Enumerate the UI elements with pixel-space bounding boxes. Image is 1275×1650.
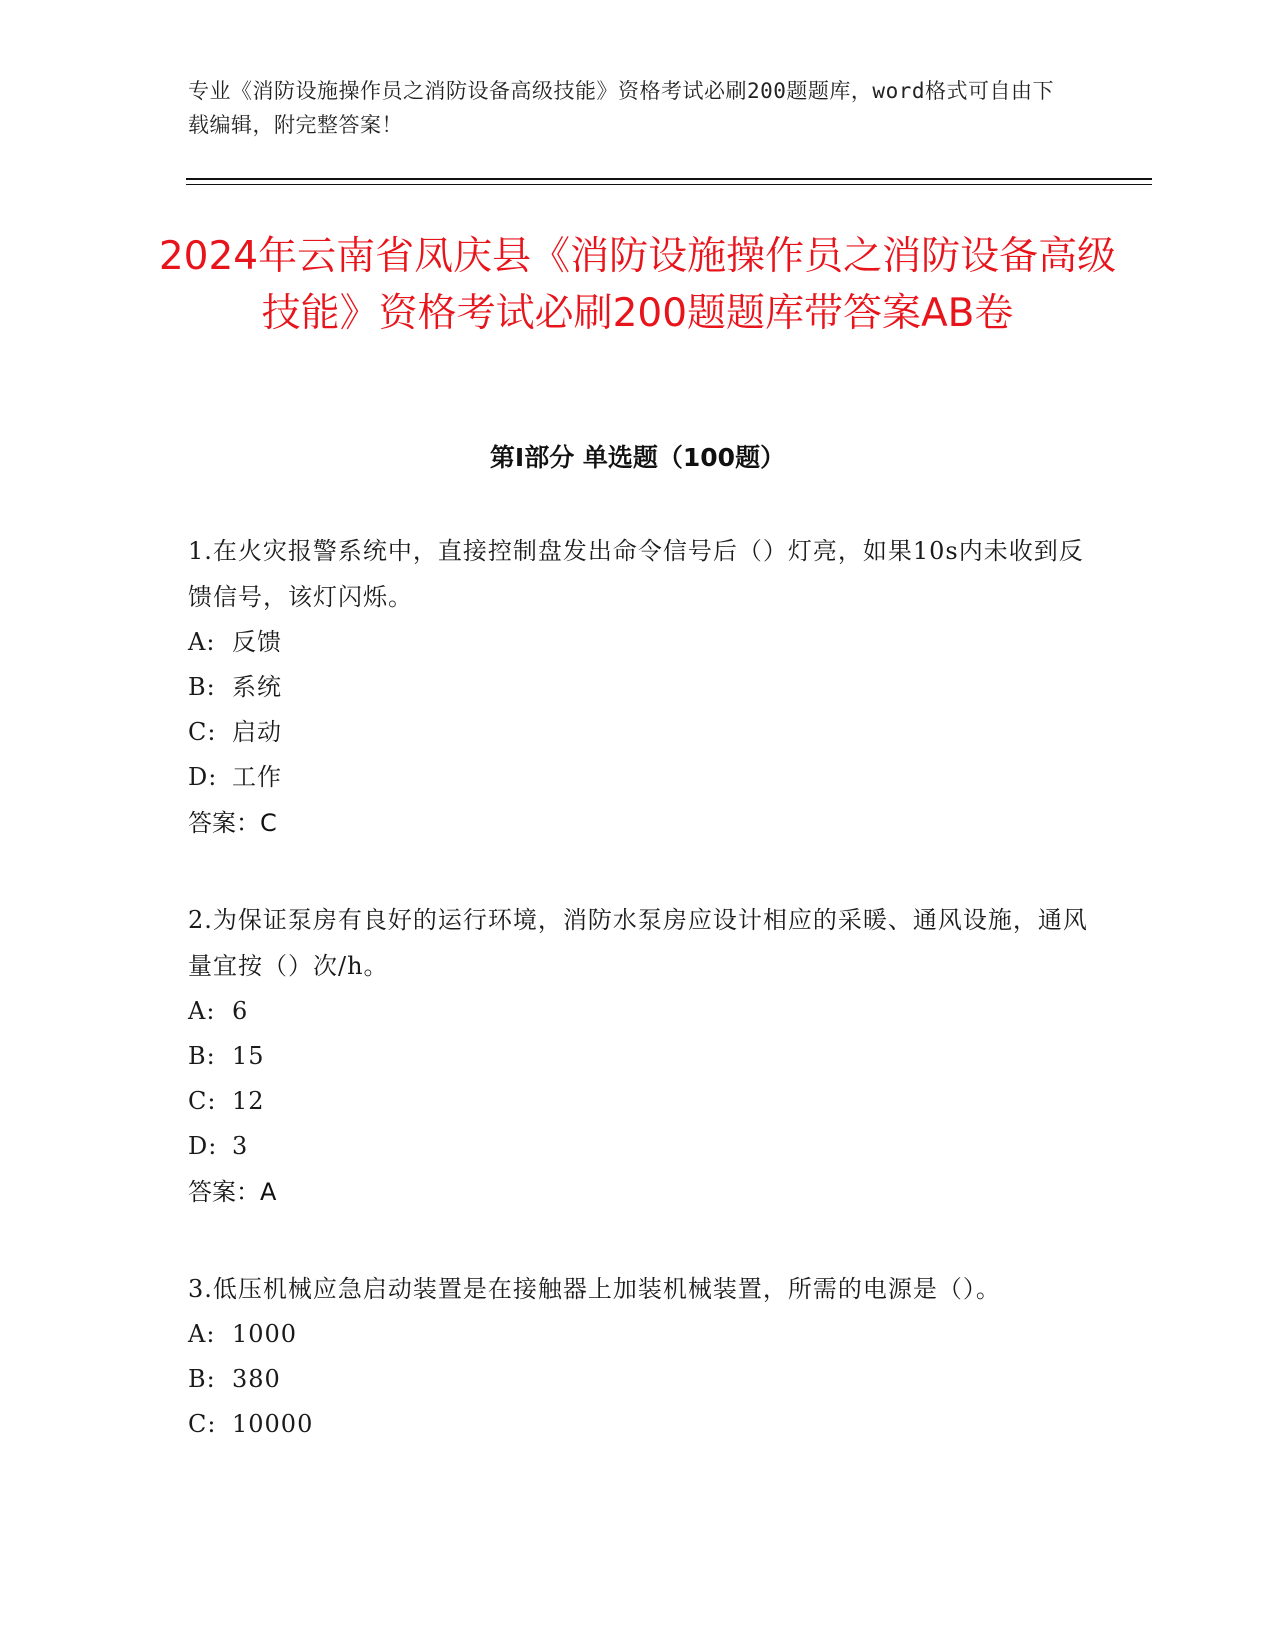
header-divider-thick xyxy=(186,178,1152,180)
option-letter: D: xyxy=(188,763,218,791)
section-title: 第I部分 单选题（100题） xyxy=(489,443,786,472)
question-stem: 1.在火灾报警系统中，直接控制盘发出命令信号后（）灯亮，如果10s内未收到反馈信号，该灯闪烁。 xyxy=(188,537,1084,611)
option-text: 6 xyxy=(232,997,249,1025)
option-list xyxy=(188,989,1088,1169)
option-letter: D: xyxy=(188,1132,218,1160)
option-text: 工作 xyxy=(232,763,282,791)
header-divider-thin xyxy=(186,184,1152,185)
option-letter: B: xyxy=(188,1042,216,1070)
option-text: 380 xyxy=(232,1365,281,1393)
option-letter: A: xyxy=(188,628,216,656)
option-b xyxy=(188,1357,1088,1402)
option-a xyxy=(188,1312,1088,1357)
option-d xyxy=(188,1124,1088,1169)
option-list xyxy=(188,1312,1088,1447)
option-letter: B: xyxy=(188,673,216,701)
option-text: 系统 xyxy=(232,673,282,701)
question-list xyxy=(188,528,1088,1498)
option-c xyxy=(188,710,1088,755)
option-c xyxy=(188,1402,1088,1447)
question-1 xyxy=(188,528,1088,846)
option-b xyxy=(188,1034,1088,1079)
document-title: 2024年云南省凤庆县《消防设施操作员之消防设备高级技能》资格考试必刷200题题库带答案AB卷 xyxy=(158,234,1117,336)
option-b xyxy=(188,665,1088,710)
question-stem: 2.为保证泵房有良好的运行环境，消防水泵房应设计相应的采暖、通风设施，通风量宜按（）次/h。 xyxy=(188,906,1088,980)
option-d xyxy=(188,755,1088,800)
option-text: 15 xyxy=(232,1042,265,1070)
option-letter: C: xyxy=(188,718,217,746)
option-c xyxy=(188,1079,1088,1124)
option-text: 1000 xyxy=(232,1320,298,1348)
option-letter: A: xyxy=(188,1320,216,1348)
answer-line: 答案：C xyxy=(188,809,277,837)
option-letter: C: xyxy=(188,1410,217,1438)
question-2 xyxy=(188,897,1088,1215)
option-text: 反馈 xyxy=(232,628,282,656)
option-letter: C: xyxy=(188,1087,217,1115)
option-list xyxy=(188,620,1088,800)
answer-line: 答案：A xyxy=(188,1178,277,1206)
question-stem: 3.低压机械应急启动装置是在接触器上加装机械装置，所需的电源是（）。 xyxy=(188,1275,1001,1303)
option-a xyxy=(188,989,1088,1034)
option-a xyxy=(188,620,1088,665)
option-letter: A: xyxy=(188,997,216,1025)
header-note: 专业《消防设施操作员之消防设备高级技能》资格考试必刷200题题库，word格式可自由下载编辑，附完整答案！ xyxy=(188,79,1054,137)
option-text: 12 xyxy=(232,1087,265,1115)
question-3 xyxy=(188,1266,1088,1447)
option-letter: B: xyxy=(188,1365,216,1393)
option-text: 10000 xyxy=(232,1410,314,1438)
option-text: 启动 xyxy=(232,718,282,746)
option-text: 3 xyxy=(232,1132,249,1160)
